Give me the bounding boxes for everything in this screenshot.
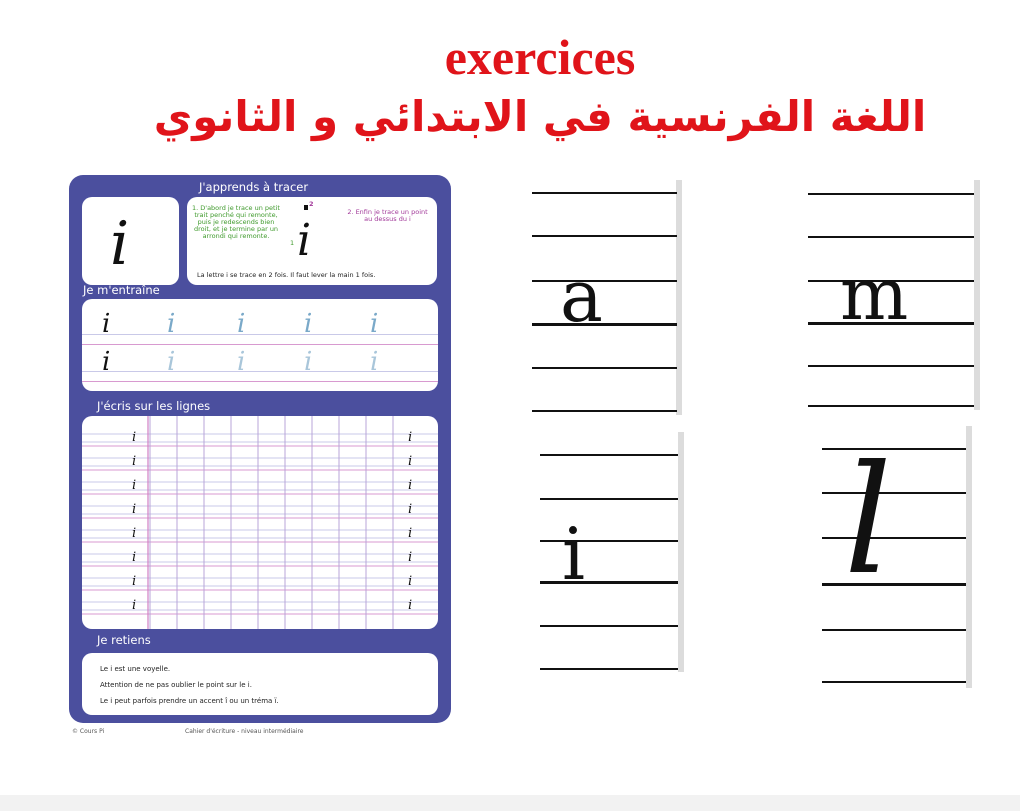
grid-end-letter: i [408,574,413,589]
page-title-ar: اللغة الفرنسية في الابتدائي و الثانوي [153,92,927,141]
practice-letter-l: l [844,434,892,608]
grid-model-letter: i [132,526,137,541]
writing-grid [82,416,438,629]
practice-letter-m: m [840,252,909,336]
grid-model-letter: i [132,598,137,613]
trace-letter: i [237,347,246,377]
letter-model-box [82,197,179,285]
trace-letter: i [304,309,313,339]
worksheet-card [69,175,451,723]
grid-model-letter: i [132,574,137,589]
retiens-line-1: Le i est une voyelle. [100,665,171,673]
grid-model-letter: i [132,478,137,493]
grid-end-letter: i [408,502,413,517]
bottom-band [0,795,1020,811]
practice-box-m [808,180,980,410]
grid-end-letter: i [408,526,413,541]
trace-letter: i [237,309,246,339]
rule-text: La lettre i se trace en 2 fois. Il faut lever la main 1 fois. [197,271,376,279]
page-title-fr: exercices [444,29,636,85]
grid-end-letter: i [408,430,413,445]
retiens-box [82,653,438,715]
grid-model-letter: i [132,502,137,517]
practice-letter-a: a [560,254,603,338]
grid-end-letter: i [408,598,413,613]
practice-box-a [532,180,682,415]
step-number-1: 1 [290,239,295,247]
letter-model: i [110,209,130,279]
practice-letter: i [102,347,111,377]
trace-letter: i [370,347,379,377]
grid-end-letter: i [408,454,413,469]
step-number-2: 2 [309,200,314,208]
practice-box-i [540,432,684,672]
step2-text: 2. Enfin je trace un point au dessus du i [347,208,428,223]
section-title-retiens: Je retiens [97,633,151,647]
section-title-entraine: Je m'entraîne [83,283,160,297]
letter-demo: i [297,215,312,266]
grid-end-letter: i [408,478,413,493]
footer-left: © Cours Pi [72,728,105,735]
practice-box-l [822,426,972,688]
trace-letter: i [304,347,313,377]
retiens-line-2: Attention de ne pas oublier le point sur le i. [100,681,252,689]
grid-model-letter: i [132,550,137,565]
instructions-box [187,197,437,285]
trace-letter: i [167,347,176,377]
trace-letter: i [167,309,176,339]
practice-letter: i [102,309,111,339]
practice-box [82,299,438,391]
section-title-apprends: J'apprends à tracer [199,180,309,194]
section-title-ecris: J'écris sur les lignes [97,399,211,413]
retiens-line-3: Le i peut parfois prendre un accent î ou un tréma ï. [100,697,279,705]
dot-mark [304,205,308,210]
trace-letter: i [370,309,379,339]
grid-model-letter: i [132,430,137,445]
footer-center: Cahier d'écriture - niveau intermédiaire [185,728,304,735]
grid-model-letter: i [132,454,137,469]
grid-end-letter: i [408,550,413,565]
practice-letter-i: i [562,512,586,596]
step1-text: 1. D'abord je trace un petit trait penché qui remonte, puis je redescends bien droit, et je termine par un arrondi qui remonte. [192,204,280,240]
